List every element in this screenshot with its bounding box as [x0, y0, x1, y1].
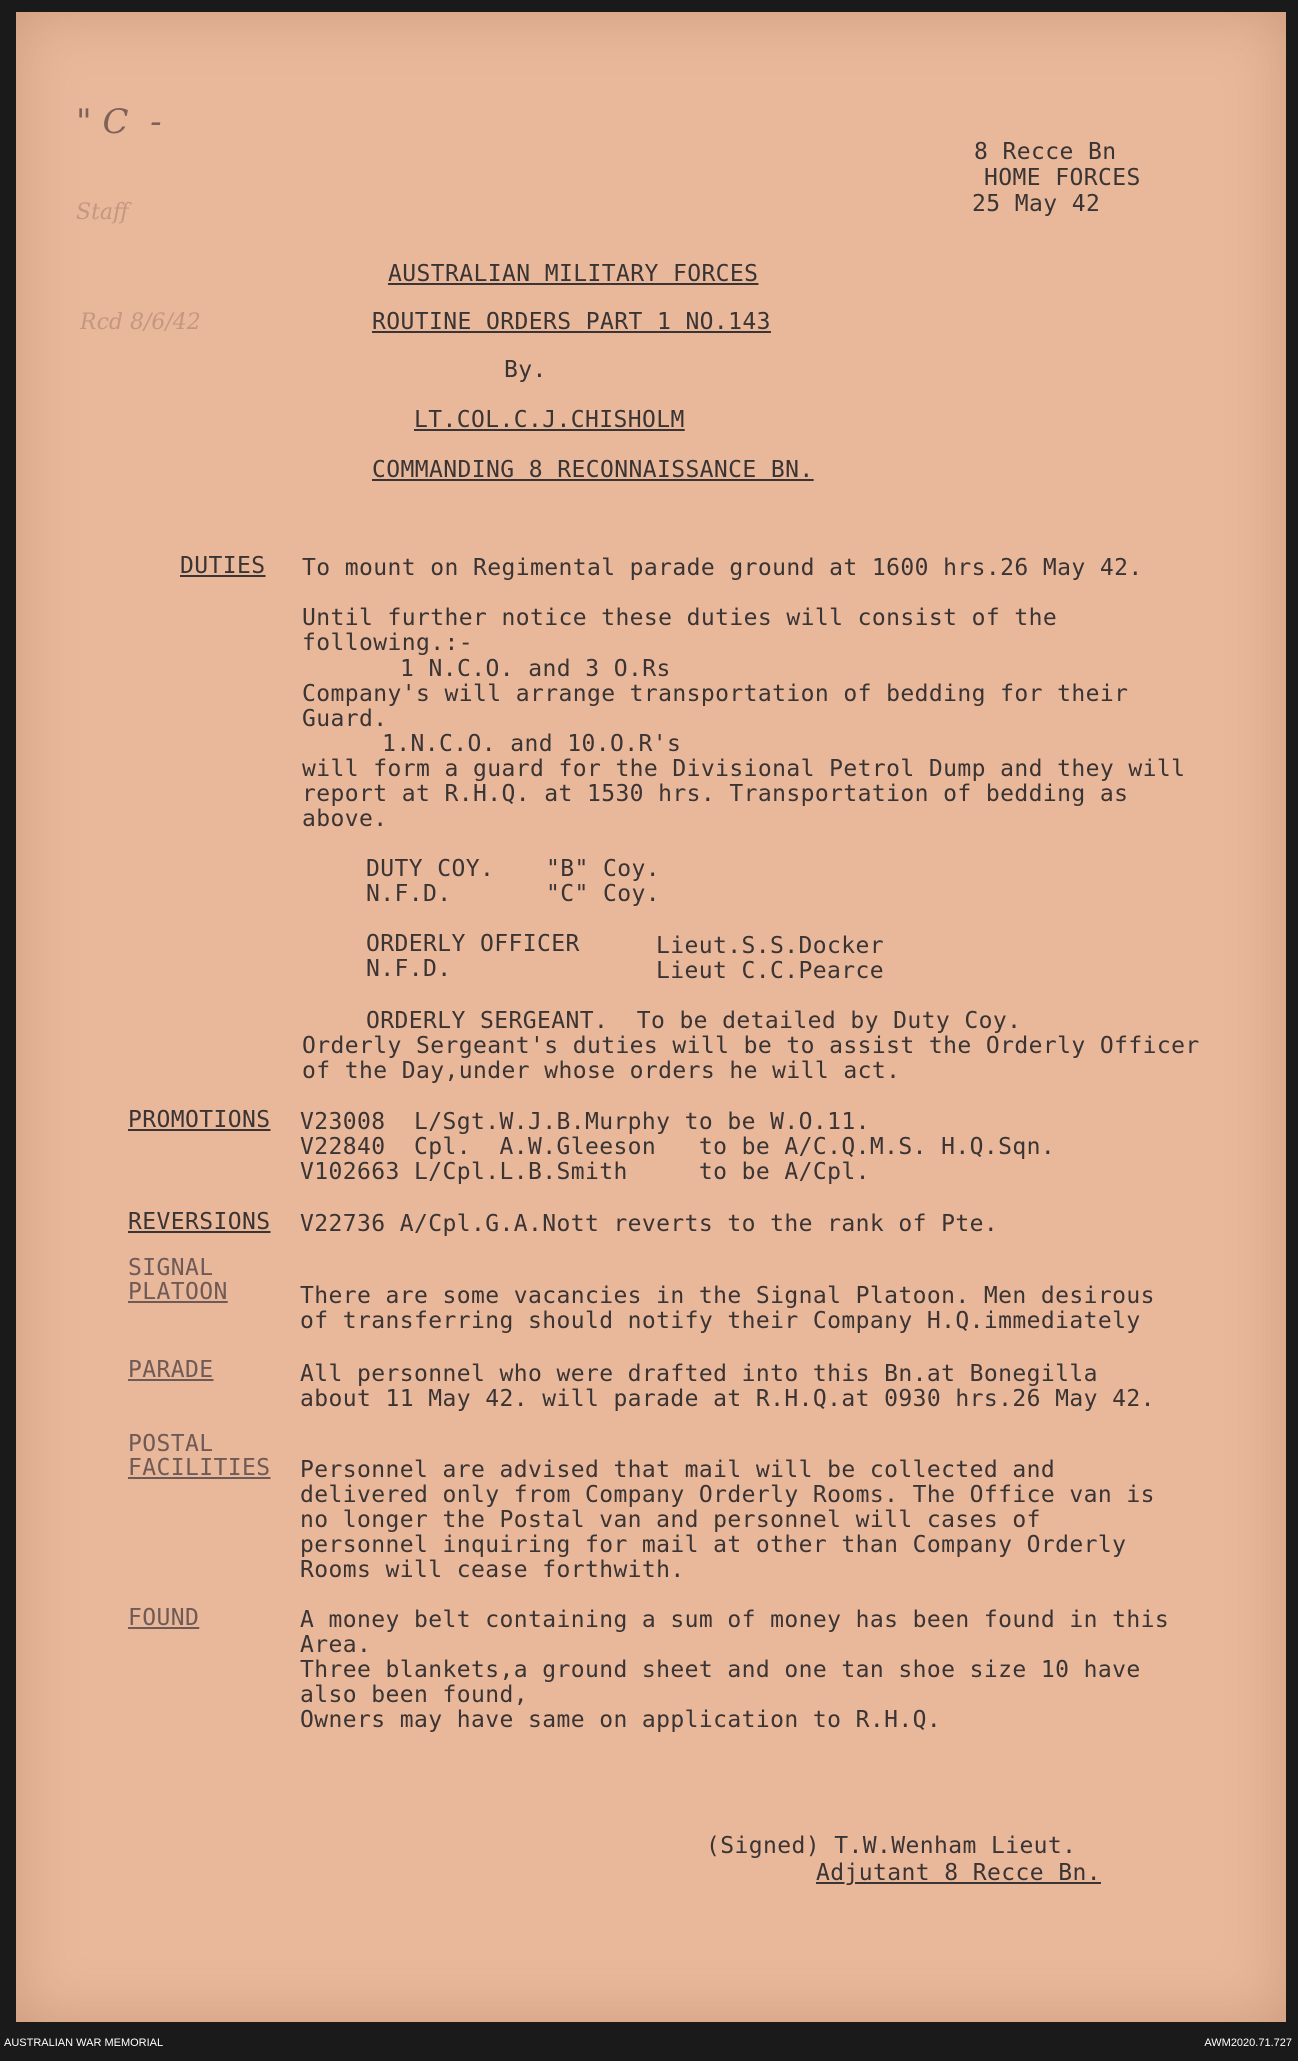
pencil-annotation: Staff [76, 200, 129, 225]
title-by: By. [504, 357, 547, 383]
duties-heading: DUTIES [180, 553, 266, 579]
duties-line: above. [302, 806, 388, 832]
header-date: 25 May 42 [972, 191, 1101, 217]
promotion-row: V23008 L/Sgt.W.J.B.Murphy to be W.O.11. [300, 1109, 870, 1135]
parade-line: All personnel who were drafted into this Bn.at Bonegilla [300, 1361, 1098, 1387]
nfd-value: Lieut C.C.Pearce [656, 958, 884, 984]
found-line: also been found, [300, 1682, 528, 1708]
found-heading: FOUND [128, 1605, 200, 1631]
postal-line: delivered only from Company Orderly Rooms. The Office van is [300, 1482, 1155, 1508]
duties-line: 1 N.C.O. and 3 O.Rs [400, 656, 671, 682]
sergeant-line: Orderly Sergeant's duties will be to assist the Orderly Officer [302, 1033, 1200, 1059]
duty-coy-value: "B" Coy. [546, 856, 660, 882]
postal-heading: POSTAL [128, 1431, 214, 1457]
pencil-annotation: Rcd 8/6/42 [80, 310, 201, 335]
duties-line: Until further notice these duties will consist of the [302, 605, 1058, 631]
postal-line: no longer the Postal van and personnel will cases of [300, 1507, 1041, 1533]
nfd-value: "C" Coy. [546, 881, 660, 907]
postal-line: personnel inquiring for mail at other than Company Orderly [300, 1532, 1127, 1558]
duty-coy-label: DUTY COY. [366, 856, 495, 882]
pencil-annotation: " C - [76, 102, 173, 142]
signature-line: (Signed) T.W.Wenham Lieut. [706, 1833, 1077, 1859]
orderly-officer-value: Lieut.S.S.Docker [656, 933, 884, 959]
footer-accession: AWM2020.71.727 [1204, 2037, 1292, 2049]
found-line: Three blankets,a ground sheet and one tan shoe size 10 have [300, 1657, 1141, 1683]
promotion-row: V102663 L/Cpl.L.B.Smith to be A/Cpl. [300, 1159, 870, 1185]
title-commander: LT.COL.C.J.CHISHOLM [414, 407, 685, 433]
reversions-heading: REVERSIONS [128, 1209, 271, 1235]
parade-heading: PARADE [128, 1357, 214, 1383]
parade-line: about 11 May 42. will parade at R.H.Q.at 0930 hrs.26 May 42. [300, 1386, 1155, 1412]
nfd-label: N.F.D. [366, 881, 452, 907]
signal-heading: PLATOON [128, 1279, 228, 1305]
promotion-row: V22840 Cpl. A.W.Gleeson to be A/C.Q.M.S. H.Q.Sqn. [300, 1134, 1056, 1160]
duties-line: Guard. [302, 706, 388, 732]
promotions-heading: PROMOTIONS [128, 1107, 271, 1133]
header-unit: 8 Recce Bn [974, 139, 1117, 165]
signal-line: There are some vacancies in the Signal Platoon. Men desirous [300, 1283, 1155, 1309]
found-line: Area. [300, 1632, 372, 1658]
nfd-label: N.F.D. [366, 956, 452, 982]
duties-line: 1.N.C.O. and 10.O.R's [382, 731, 682, 757]
title-forces: AUSTRALIAN MILITARY FORCES [388, 261, 759, 287]
found-line: Owners may have same on application to R.H.Q. [300, 1707, 942, 1733]
postal-line: Rooms will cease forthwith. [300, 1557, 685, 1583]
title-orders: ROUTINE ORDERS PART 1 NO.143 [372, 309, 771, 335]
signature-title: Adjutant 8 Recce Bn. [816, 1860, 1101, 1886]
header-forces: HOME FORCES [984, 165, 1141, 191]
found-line: A money belt containing a sum of money has been found in this [300, 1607, 1170, 1633]
footer-source: AUSTRALIAN WAR MEMORIAL [4, 2037, 164, 2049]
reversions-text: V22736 A/Cpl.G.A.Nott reverts to the rank of Pte. [300, 1211, 999, 1237]
duties-line: following.:- [302, 630, 473, 656]
sergeant-line: ORDERLY SERGEANT. To be detailed by Duty Coy. [366, 1008, 1022, 1034]
signal-heading: SIGNAL [128, 1255, 214, 1281]
signal-line: of transferring should notify their Company H.Q.immediately [300, 1308, 1141, 1334]
orderly-officer-label: ORDERLY OFFICER [366, 931, 580, 957]
postal-heading: FACILITIES [128, 1455, 271, 1481]
title-commanding: COMMANDING 8 RECONNAISSANCE BN. [372, 457, 814, 483]
sergeant-line: of the Day,under whose orders he will act. [302, 1058, 901, 1084]
duties-line: To mount on Regimental parade ground at 1600 hrs.26 May 42. [302, 555, 1143, 581]
duties-line: will form a guard for the Divisional Petrol Dump and they will [302, 756, 1186, 782]
document-page [16, 12, 1286, 2022]
duties-line: Company's will arrange transportation of bedding for their [302, 681, 1129, 707]
postal-line: Personnel are advised that mail will be collected and [300, 1457, 1056, 1483]
duties-line: report at R.H.Q. at 1530 hrs. Transportation of bedding as [302, 781, 1129, 807]
